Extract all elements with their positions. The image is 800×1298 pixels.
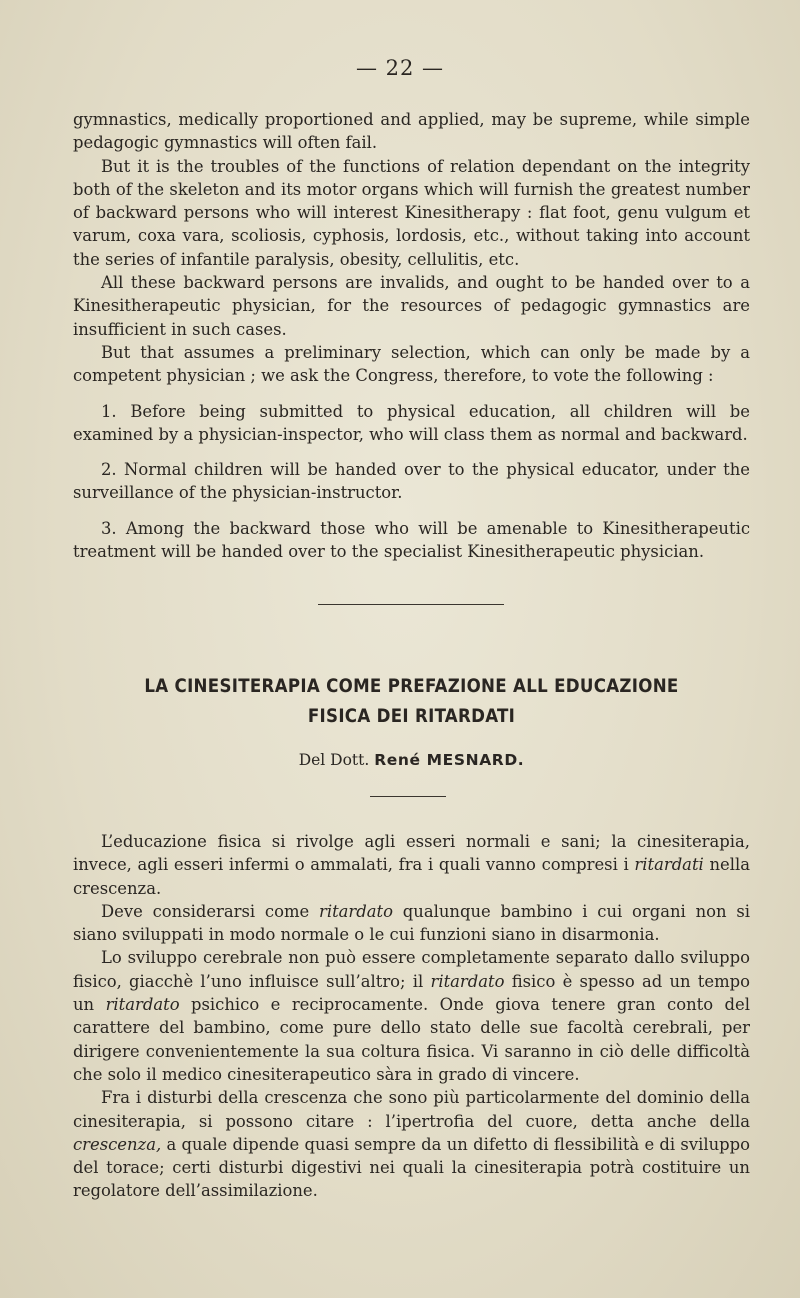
paragraph: Lo sviluppo cerebrale non può essere completamente separato dallo sviluppo fisico, giacchè l’uno influisce sull’altro; il ritardato fisico è spesso ad un tempo un ritardato psichico e reciprocamente. Onde giova tenere gran conto del carattere del bambino, come pure dello stato delle sue facoltà cerebrali, per dirigere convenientemente la sua coltura fisica. Vi saranno in ciò delle difficoltà che solo il medico cinesiterapeutico sàra in grado di vincere. <box>73 948 750 1084</box>
italic-term: ritardato <box>319 901 393 921</box>
list-item-2: 2. Normal children will be handed over to the physical educator, under the surveillance of the physician-instructor. <box>73 460 750 503</box>
page-number: — 22 — <box>355 56 445 80</box>
paragraph: L’educazione fisica si rivolge agli esseri normali e sani; la cinesiterapia, invece, agli esseri infermi o ammalati, fra i quali vanno compresi i ritardati nella crescenza. <box>73 832 750 898</box>
list-item-1: 1. Before being submitted to physical education, all children will be examined by a physician-inspector, who will class them as normal and backward. <box>73 401 750 444</box>
list-item-3: 3. Among the backward those who will be amenable to Kinesitherapeutic treatment will be handed over to the specialist Kinesitherapeutic physician. <box>73 518 750 562</box>
italic-term: ritardato <box>430 971 505 991</box>
article-title-line-1: LA CINESITERAPIA COME PREFAZIONE ALL EDUCAZIONE <box>144 676 679 697</box>
article-title-line-2: FISICA DEI RITARDATI <box>307 706 516 727</box>
english-text-block <box>73 108 750 563</box>
paragraph: gymnastics, medically proportioned and applied, may be supreme, while simple pedagogic gymnastics will often fail. <box>73 110 750 153</box>
article-title <box>73 672 750 732</box>
italic-term: ritardato <box>105 995 180 1015</box>
author-prefix: Del Dott. <box>298 751 370 769</box>
paragraph: Deve considerarsi come ritardato qualunque bambino i cui organi non si siano sviluppati in modo normale o le cui funzioni siano in disarmonia. <box>73 901 750 945</box>
italic-term: crescenza, <box>73 1134 162 1154</box>
paragraph: All these backward persons are invalids, and ought to be handed over to a Kinesitherapeutic physician, for the resources of pedagogic gymnastics are insufficient in such cases. <box>73 273 750 339</box>
author-name: René MESNARD. <box>374 751 525 769</box>
paragraph: Fra i disturbi della crescenza che sono più particolarmente del dominio della cinesiterapia, si possono citare : l’ipertrofia del cuore, detta anche della crescenza, a quale dipende quasi sempre da un difetto di flessibilità e di sviluppo del torace; certi disturbi digestivi nei quali la cinesiterapia potrà costituire un regolatore dell’assimilazione. <box>73 1088 750 1201</box>
paragraph: But that assumes a preliminary selection, which can only be made by a competent physician ; we ask the Congress, therefore, to vote the following : <box>73 342 750 386</box>
paragraph: But it is the troubles of the functions of relation dependant on the integrity both of the skeleton and its motor organs which will furnish the greatest number of backward persons who will interest Kinesitherapy : flat foot, genu vulgum et varum, coxa vara, scoliosis, cyphosis, lordosis, etc., without taking into account the series of infantile paralysis, obesity, cellulitis, etc. <box>73 156 750 269</box>
section-divider <box>318 604 504 605</box>
italian-text-block <box>73 830 750 1203</box>
italic-term: ritardati <box>634 855 704 875</box>
title-divider <box>370 796 446 797</box>
article-author <box>73 751 750 769</box>
